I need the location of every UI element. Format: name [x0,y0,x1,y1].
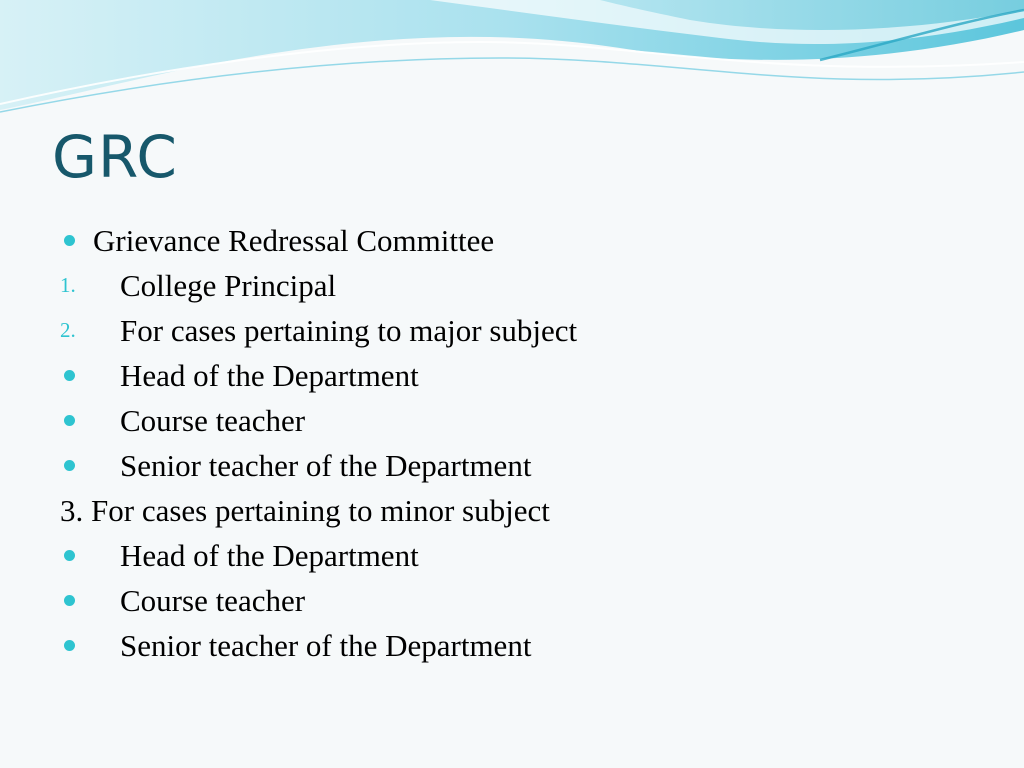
list-item [60,488,980,533]
list-item-text: College Principal [120,268,337,303]
list-number: 1. [60,273,76,297]
list-item-text: Senior teacher of the Department [120,628,532,663]
list-item [60,533,980,578]
wave-decoration [0,0,1024,130]
list-item [60,398,980,443]
bullet-icon [64,370,75,381]
list-item-text: Course teacher [120,403,306,438]
list-item-text: For cases pertaining to major subject [120,313,578,348]
list-item [60,578,980,623]
list-item [60,623,980,668]
bullet-icon [64,595,75,606]
list-item [60,263,980,308]
list-item-text: Senior teacher of the Department [120,448,532,483]
content-list [60,218,980,668]
bullet-icon [64,460,75,471]
bullet-icon [64,415,75,426]
list-item [60,353,980,398]
bullet-icon [64,640,75,651]
bullet-icon [64,235,75,246]
list-item-text: Head of the Department [120,358,419,393]
slide-title: GRC [52,123,178,191]
bullet-icon [64,550,75,561]
list-item-text: Course teacher [120,583,306,618]
list-item [60,443,980,488]
list-number: 2. [60,318,76,342]
list-item-text: 3. For cases pertaining to minor subject [60,493,550,528]
list-item-text: Head of the Department [120,538,419,573]
list-item [60,218,980,263]
list-item-text: Grievance Redressal Committee [93,223,495,258]
list-item [60,308,980,353]
